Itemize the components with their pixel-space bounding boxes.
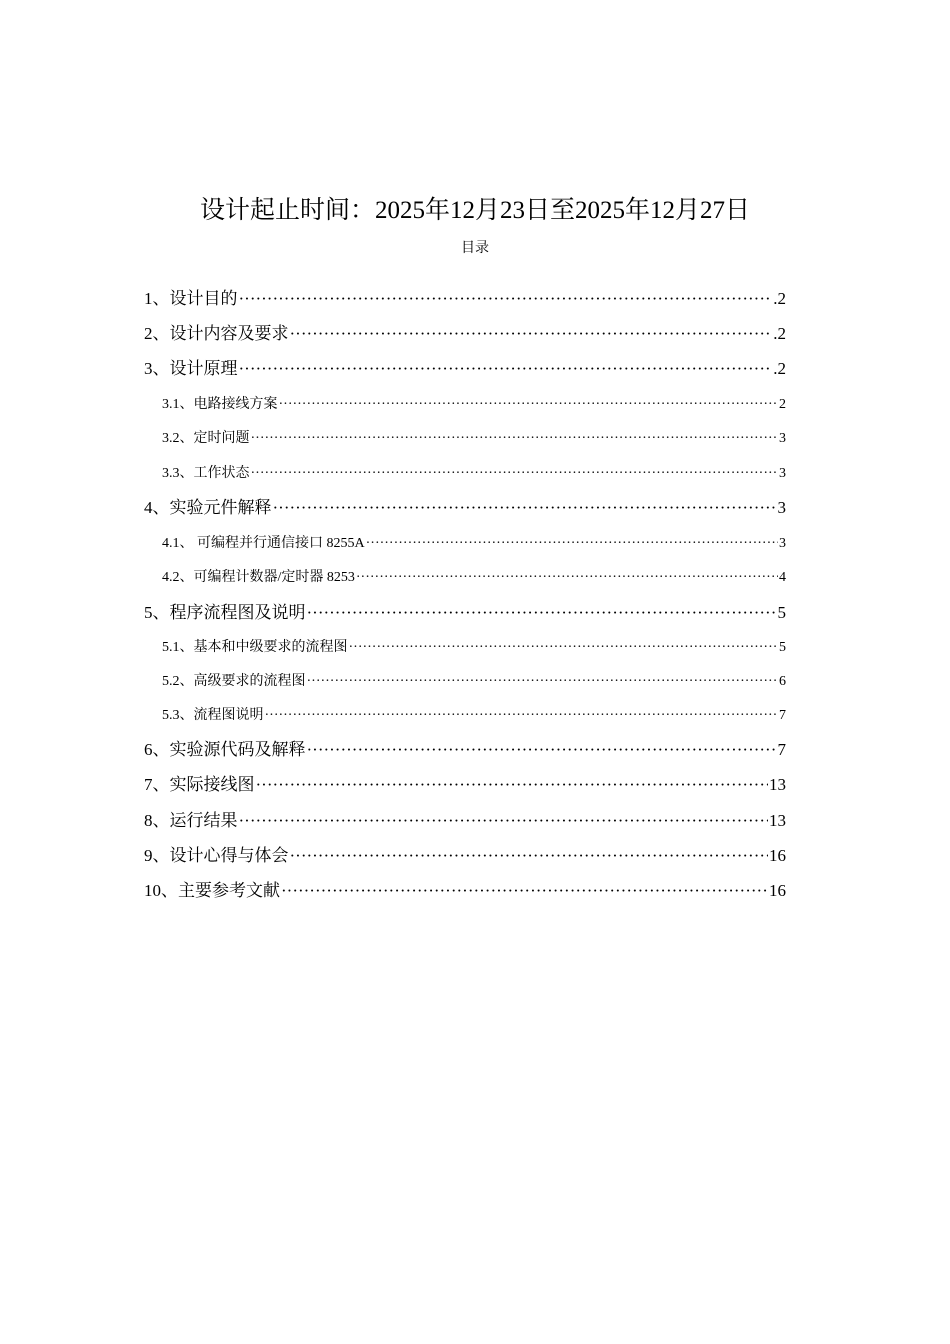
toc-entry-label: 5.2、高级要求的流程图 — [162, 674, 306, 689]
toc-entry-label: 8、运行结果 — [144, 811, 238, 830]
toc-entry-label: 3.2、定时问题 — [162, 431, 250, 446]
toc-leader — [239, 356, 773, 382]
page-title: 设计起止时间：2025年12月23日至2025年12月27日 — [199, 197, 750, 224]
toc-entry-8[interactable] — [144, 808, 786, 834]
toc-entry-page: 13 — [769, 775, 786, 794]
toc-entry-label: 5、程序流程图及说明 — [144, 603, 306, 622]
toc-leader — [290, 321, 773, 347]
toc-leader — [251, 428, 779, 450]
toc-leader — [273, 495, 777, 521]
toc-leader — [307, 600, 777, 626]
toc-leader — [356, 567, 778, 589]
toc-entry-label: 10、主要参考文献 — [144, 881, 280, 900]
toc-entry-page: 13 — [769, 811, 786, 830]
toc-entry-3-2[interactable] — [162, 428, 786, 450]
toc-entry-5-3[interactable] — [162, 705, 786, 727]
toc-entry-5-2[interactable] — [162, 671, 786, 693]
toc-leader — [366, 533, 778, 555]
toc-entry-1[interactable] — [144, 286, 786, 312]
toc-entry-page: 3 — [779, 536, 786, 551]
toc-entry-label: 6、实验源代码及解释 — [144, 740, 306, 759]
toc-entry-3-1[interactable] — [162, 394, 786, 416]
toc-entry-label: 5.1、基本和中级要求的流程图 — [162, 640, 348, 655]
toc-entry-label: 3.3、工作状态 — [162, 466, 250, 481]
toc-entry-6[interactable] — [144, 737, 786, 763]
toc-entry-label: 5.3、流程图说明 — [162, 708, 264, 723]
toc-entry-page: 4 — [779, 570, 786, 585]
toc-entry-label: 3、设计原理 — [144, 359, 238, 378]
toc-leader — [279, 394, 779, 416]
toc-entry-3[interactable] — [144, 356, 786, 382]
toc-entry-label: 4、实验元件解释 — [144, 498, 272, 517]
toc-entry-page: .2 — [773, 324, 786, 343]
toc-entry-4[interactable] — [144, 495, 786, 521]
toc-leader — [239, 808, 769, 834]
toc-entry-9[interactable] — [144, 843, 786, 869]
toc-entry-page: 16 — [769, 846, 786, 865]
toc-leader — [256, 772, 769, 798]
toc-entry-label: 2、设计内容及要求 — [144, 324, 289, 343]
toc-entry-7[interactable] — [144, 772, 786, 798]
toc-entry-10[interactable] — [144, 878, 786, 904]
toc-entry-page: 16 — [769, 881, 786, 900]
toc-entry-5-1[interactable] — [162, 637, 786, 659]
toc-leader — [281, 878, 768, 904]
toc-entry-page: .2 — [773, 359, 786, 378]
toc-entry-page: 5 — [777, 603, 786, 622]
toc-entry-page: 2 — [779, 397, 786, 412]
toc-entry-label: 4.1、 可编程并行通信接口 8255A — [162, 536, 365, 551]
toc-entry-page: 3 — [777, 498, 786, 517]
toc-entry-label: 7、实际接线图 — [144, 775, 255, 794]
toc-leader — [265, 705, 779, 727]
toc-leader — [307, 737, 777, 763]
toc-leader — [307, 671, 779, 693]
toc-entry-2[interactable] — [144, 321, 786, 347]
toc-leader — [251, 463, 779, 485]
toc-entry-page: .2 — [773, 289, 786, 308]
toc-entry-page: 7 — [777, 740, 786, 759]
toc-entry-label: 9、设计心得与体会 — [144, 846, 289, 865]
toc-entry-label: 1、设计目的 — [144, 289, 238, 308]
toc-heading: 目录 — [461, 241, 489, 256]
toc-entry-3-3[interactable] — [162, 463, 786, 485]
toc-entry-page: 7 — [779, 708, 786, 723]
toc-leader — [290, 843, 769, 869]
toc-entry-label: 3.1、电路接线方案 — [162, 397, 278, 412]
toc-leader — [349, 637, 779, 659]
toc-entry-page: 6 — [779, 674, 786, 689]
toc-leader — [239, 286, 773, 312]
toc-entry-page: 5 — [779, 640, 786, 655]
toc-entry-page: 3 — [779, 466, 786, 481]
toc-entry-4-2[interactable] — [162, 567, 786, 589]
toc-entry-page: 3 — [779, 431, 786, 446]
toc-entry-label: 4.2、可编程计数器/定时器 8253 — [162, 570, 355, 585]
toc-entry-5[interactable] — [144, 600, 786, 626]
toc-entry-4-1[interactable] — [162, 533, 786, 555]
